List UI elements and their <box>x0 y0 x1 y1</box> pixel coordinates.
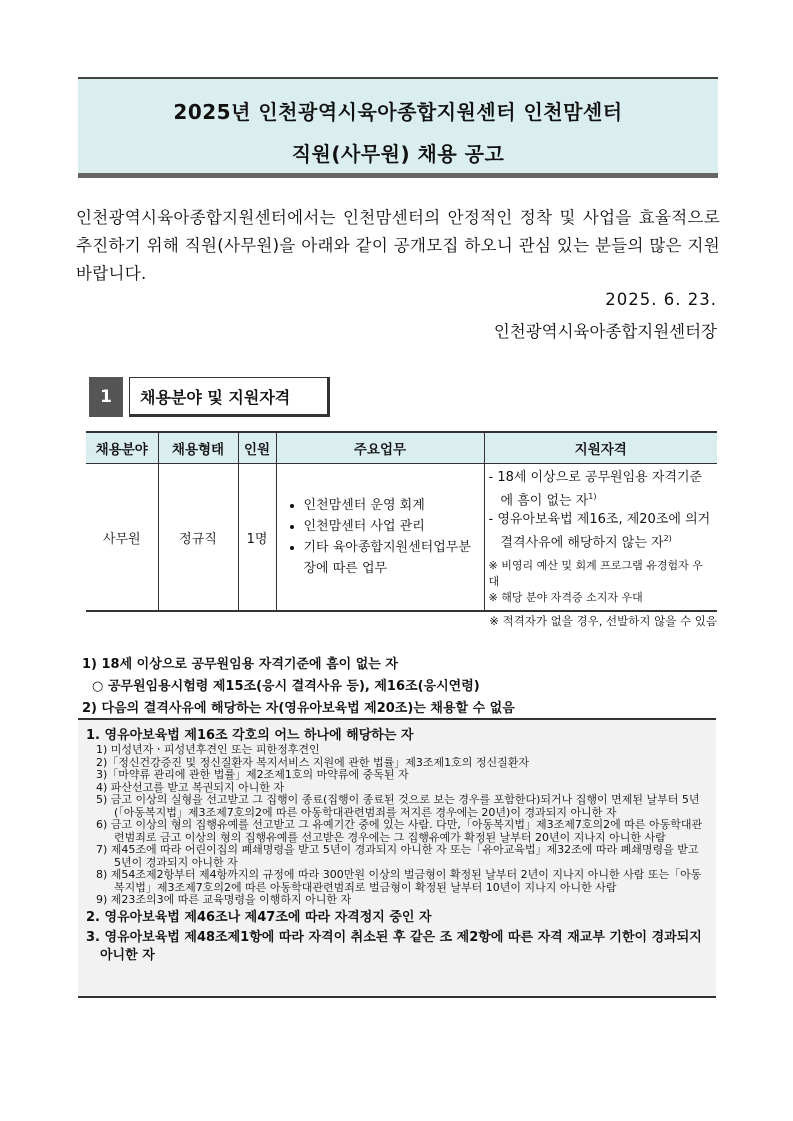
header-duties: 주요업무 <box>276 432 484 464</box>
disqual-heading-3: 3. 영유아보육법 제48조제1항에 따라 자격이 취소된 후 같은 조 제2항에 따른 자격 재교부 기한이 경과되지 아니한 자 <box>86 929 702 963</box>
announcement-date: 2025. 6. 23. <box>605 290 717 309</box>
cell-type: 정규직 <box>158 464 238 612</box>
table-note: ※ 적격자가 없을 경우, 선발하지 않을 수 있음 <box>489 614 717 628</box>
qualification-2: - 영유아보육법 제16조, 제20조에 의거 결격사유에 해당하지 않는 자$^{2)}$ <box>488 512 711 551</box>
requirement-1-sub: ○ 공무원임용시험령 제15조(응시 결격사유 등), 제16조(응시연령) <box>92 679 480 694</box>
disqual-heading-1: 1. 영유아보육법 제16조 각호의 어느 하나에 해당하는 자 <box>86 728 414 743</box>
disqual-heading-2: 2. 영유아보육법 제46조나 제47조에 따라 자격정지 중인 자 <box>86 909 432 925</box>
cell-field: 사무원 <box>86 464 158 612</box>
list-item: 8) 제54조제2항부터 제4항까지의 규정에 따라 300만원 이상의 벌금형이 확정된 날부터 2년이 지나지 아니한 사람 또는「아동복지법」제3조제7호의2에 따른 아동학대관련범죄로 벌금형이 확정된 날부터 10년이 지나지 아니한 사람 <box>96 868 702 894</box>
cell-qualifications <box>484 464 717 612</box>
duty-item: • 인천맘센터 사업 관리 <box>304 516 483 537</box>
list-item: 2)「정신건강증진 및 정신질환자 복지서비스 지원에 관한 법률」제3조제1호의 정신질환자 <box>96 755 530 769</box>
list-item: 7) 제45조에 따라 어린이집의 폐쇄명령을 받고 5년이 경과되지 아니한 자 또는「유아교육법」제32조에 따라 폐쇄명령을 받고 5년이 경과되지 아니한 자 <box>96 843 699 869</box>
cell-count: 1명 <box>238 464 276 612</box>
header-qualifications: 지원자격 <box>484 432 717 464</box>
table-row <box>86 464 717 612</box>
header-field: 채용분야 <box>86 432 158 464</box>
table-header-row <box>86 432 717 464</box>
list-item: 9) 제23조의3에 따른 교육명령을 이행하지 아니한 자 <box>96 893 352 906</box>
requirement-2: 2) 다음의 결격사유에 해당하는 자(영유아보육법 제20조)는 채용할 수 없음 <box>82 701 515 716</box>
section-number: 1 <box>89 377 123 417</box>
header-count: 인원 <box>238 432 276 464</box>
requirements <box>82 653 722 719</box>
section-title: 채용분야 및 지원자격 <box>129 377 330 417</box>
list-item: 6) 금고 이상의 형의 집행유예를 선고받고 그 유예기간 중에 있는 사람. 다만,「아동복지법」제3조제7호의2에 따른 아동학대관련범죄로 금고 이상의 형의 집행유예를 선고받은 경우에는 그 집행유예가 확정된 날부터 20년이 지나지 아니한 사람 <box>96 818 703 844</box>
requirement-1: 1) 18세 이상으로 공무원임용 자격기준에 흠이 없는 자 <box>82 657 398 672</box>
qualification-note-1: ※ 비영리 예산 및 회계 프로그램 유경험자 우대 <box>488 559 703 589</box>
intro-paragraph: 인천광역시육아종합지원센터에서는 인천맘센터의 안정적인 정착 및 사업을 효율적으로 추진하기 위해 직원(사무원)을 아래와 같이 공개모집 하오니 관심 있는 분들의 많은 지원 바랍니다. <box>76 208 720 283</box>
list-item: 4) 파산선고를 받고 복권되지 아니한 자 <box>96 780 285 794</box>
list-item: 5) 금고 이상의 실형을 선고받고 그 집행이 종료(집행이 종료된 것으로 보는 경우를 포함한다)되거나 집행이 면제된 날부터 5년(「아동복지법」제3조제7호의2에 따른 아동학대관련범죄를 저지른 경우에는 20년)이 경과되지 아니한 자 <box>96 793 700 819</box>
title-box <box>78 77 718 178</box>
qualification-1: - 18세 이상으로 공무원임용 자격기준에 흠이 없는 자$^{1)}$ <box>488 469 703 508</box>
title-line-1: 2025년 인천광역시육아종합지원센터 인천맘센터 <box>173 100 623 124</box>
list-item: 1) 미성년자ㆍ피성년후견인 또는 피한정후견인 <box>96 743 320 756</box>
disqualification-box <box>78 718 716 998</box>
recruitment-table <box>86 431 717 612</box>
list-item: 3)「마약류 관리에 관한 법률」제2조제1호의 마약류에 중독된 자 <box>96 768 409 781</box>
duty-item: • 기타 육아종합지원센터업무분장에 따른 업무 <box>304 537 483 579</box>
section-heading <box>89 377 330 417</box>
duty-item: • 인천맘센터 운영 회계 <box>304 495 483 516</box>
issuer: 인천광역시육아종합지원센터장 <box>493 322 717 341</box>
header-type: 채용형태 <box>158 432 238 464</box>
title-line-2: 직원(사무원) 채용 공고 <box>291 142 505 166</box>
cell-duties <box>276 464 484 612</box>
qualification-note-2: ※ 해당 분야 자격증 소지자 우대 <box>488 591 643 605</box>
